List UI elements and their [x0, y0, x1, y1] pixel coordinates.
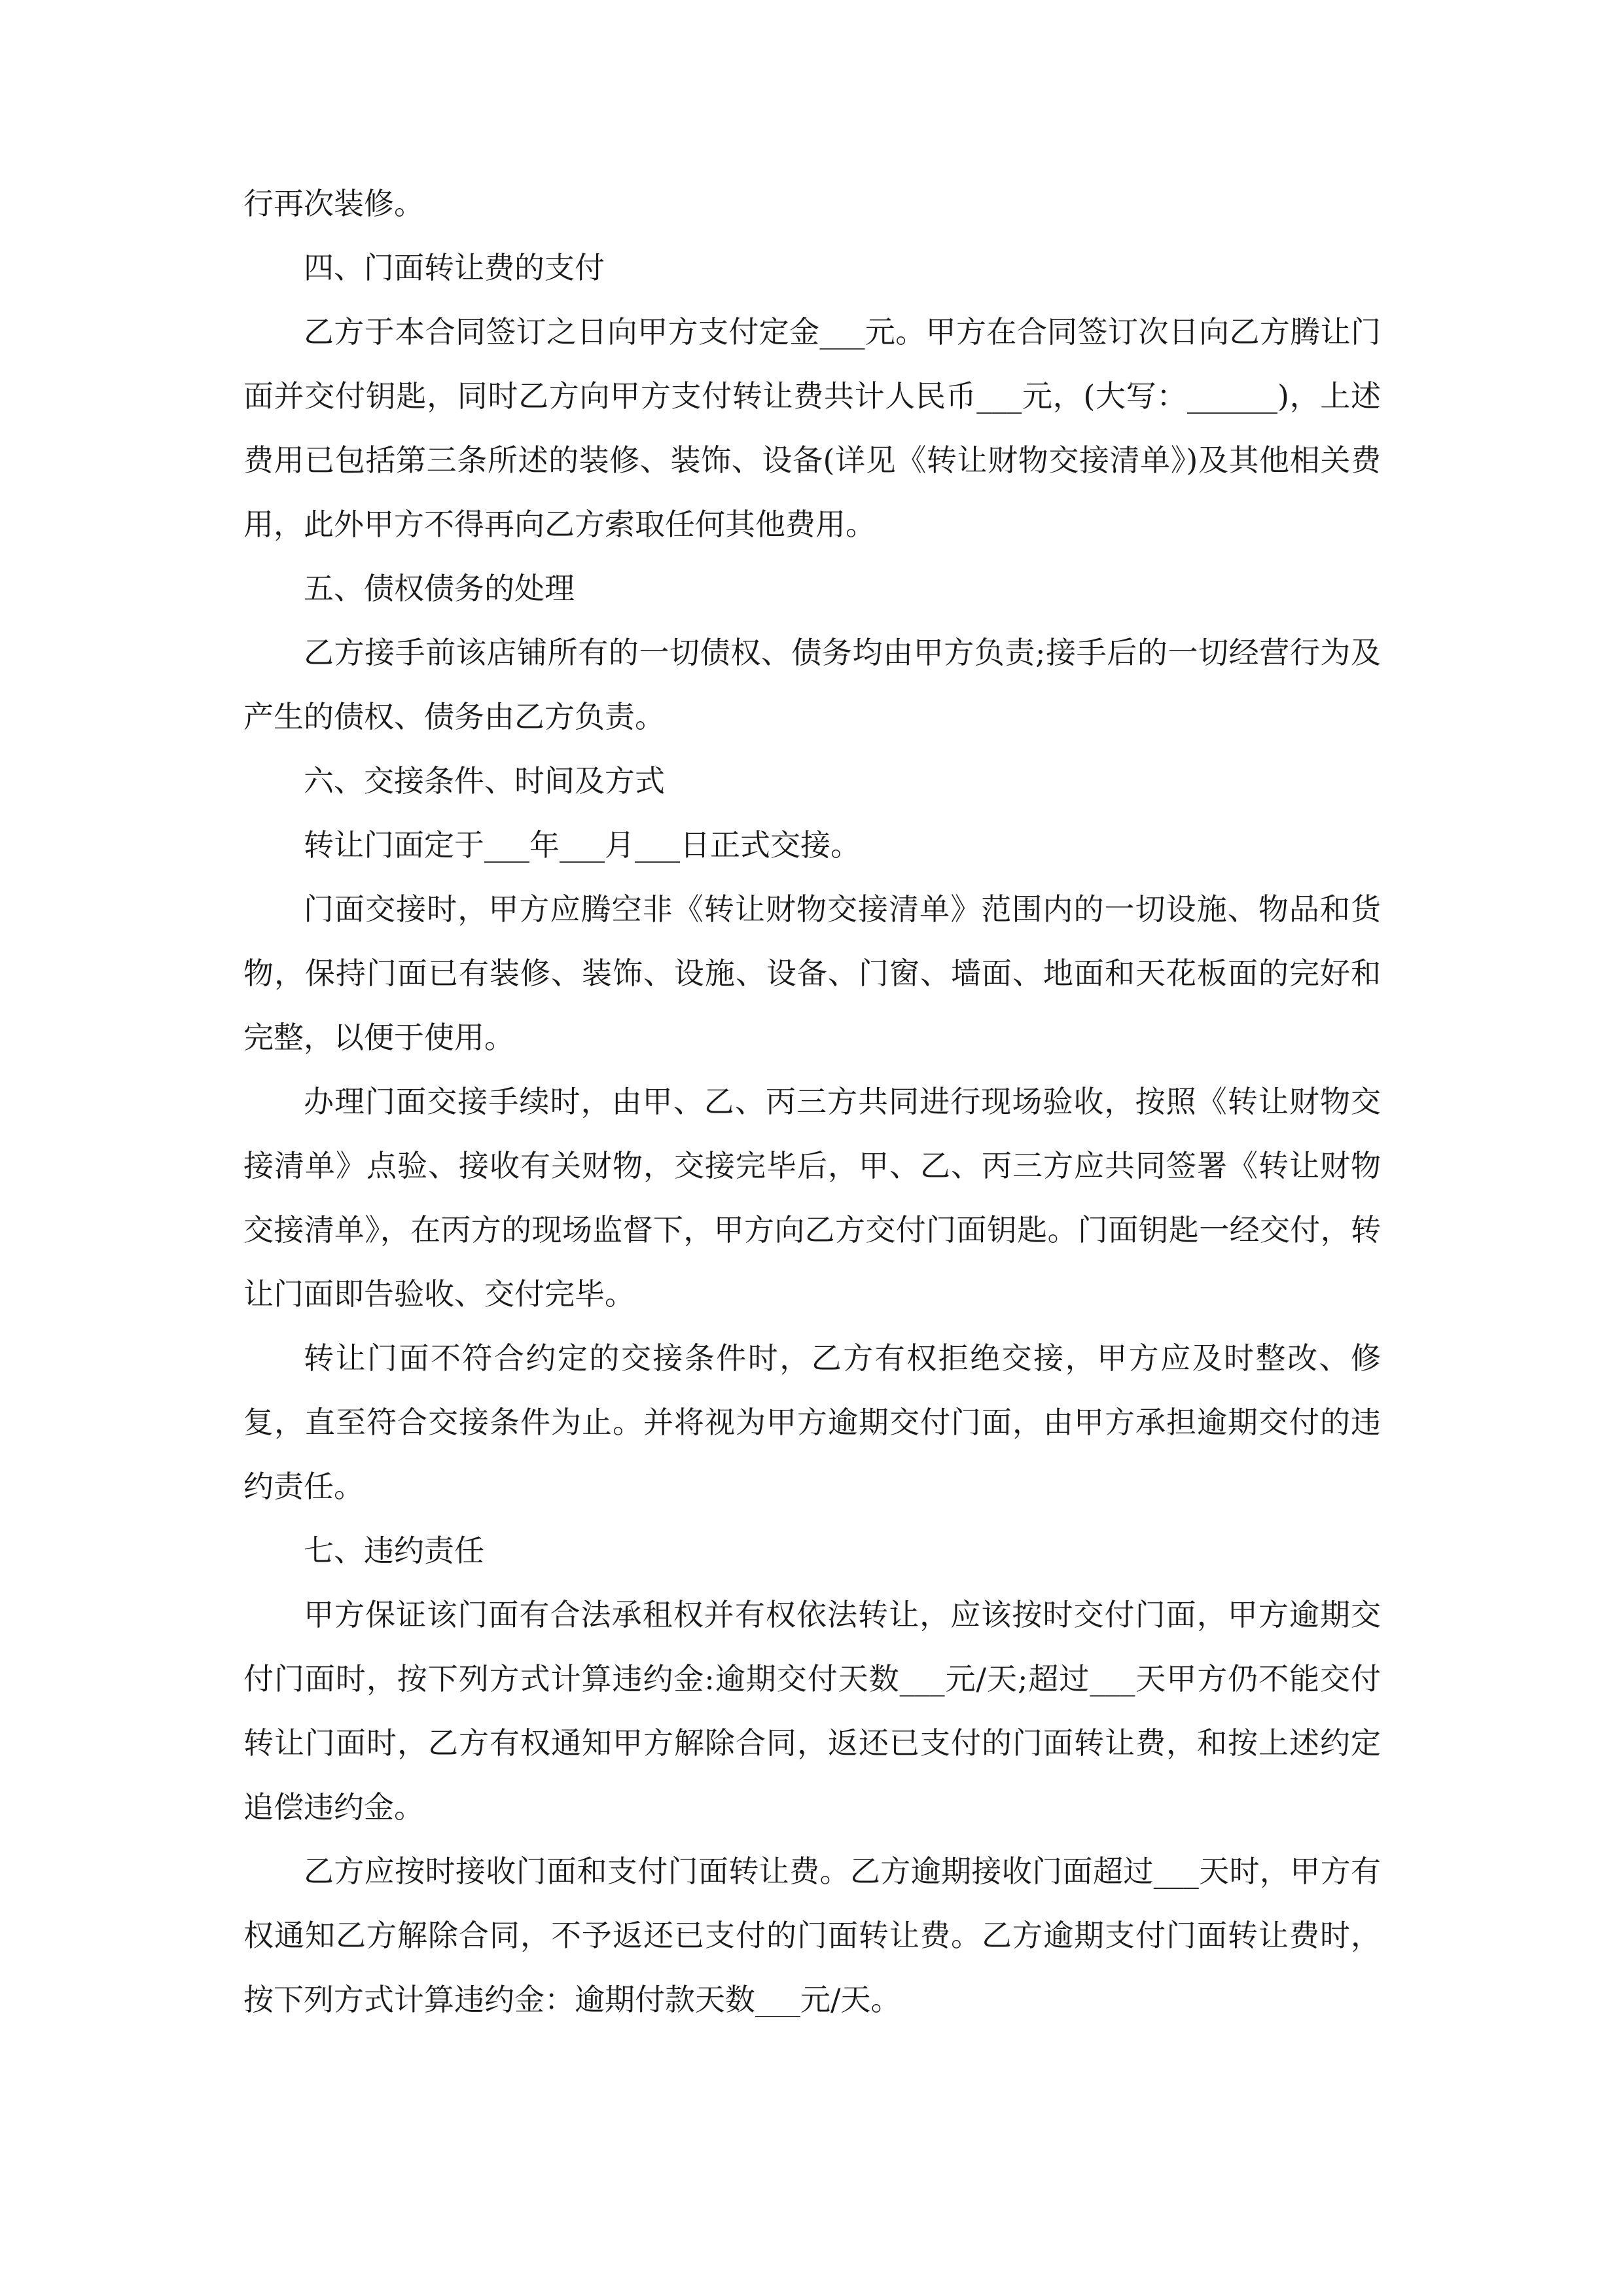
paragraph-handover-date: 转让门面定于___年___月___日正式交接。 — [304, 827, 861, 863]
paragraph-debts: 乙方接手前该店铺所有的一切债权、债务均由甲方负责;接手后的一切经营行为及产生的债权、债务由乙方负责。 — [243, 635, 1381, 734]
paragraph-handover-refusal: 转让门面不符合约定的交接条件时，乙方有权拒绝交接，甲方应及时整改、修复，直至符合交接条件为止。并将视为甲方逾期交付门面，由甲方承担逾期交付的违约责任。 — [243, 1340, 1381, 1504]
section-heading-7: 七、违约责任 — [304, 1533, 484, 1568]
paragraph-payment: 乙方于本合同签订之日向甲方支付定金___元。甲方在合同签订次日向乙方腾让门面并交付钥匙，同时乙方向甲方支付转让费共计人民币___元，(大写：______)，上述费用已包括第三条所述的装修、装饰、设备(详见《转让财物交接清单》)及其他相关费用，此外甲方不得再向乙方索取任何其他费用。 — [243, 314, 1381, 542]
section-heading-6: 六、交接条件、时间及方式 — [304, 763, 665, 798]
section-heading-4: 四、门面转让费的支付 — [304, 250, 605, 285]
paragraph-continuation: 行再次装修。 — [243, 186, 424, 221]
paragraph-party-a-breach: 甲方保证该门面有合法承租权并有权依法转让，应该按时交付门面，甲方逾期交付门面时，按下列方式计算违约金:逾期交付天数___元/天;超过___天甲方仍不能交付转让门面时，乙方有权通知甲方解除合同，返还已支付的门面转让费，和按上述约定追偿违约金。 — [243, 1597, 1381, 1825]
paragraph-handover-conditions: 门面交接时，甲方应腾空非《转让财物交接清单》范围内的一切设施、物品和货物，保持门面已有装修、装饰、设施、设备、门窗、墙面、地面和天花板面的完好和完整，以便于使用。 — [243, 891, 1381, 1055]
section-heading-5: 五、债权债务的处理 — [304, 571, 575, 606]
document-page — [243, 171, 1381, 2032]
paragraph-handover-procedure: 办理门面交接手续时，由甲、乙、丙三方共同进行现场验收，按照《转让财物交接清单》点验、接收有关财物，交接完毕后，甲、乙、丙三方应共同签署《转让财物交接清单》，在丙方的现场监督下，甲方向乙方交付门面钥匙。门面钥匙一经交付，转让门面即告验收、交付完毕。 — [243, 1084, 1381, 1312]
paragraph-party-b-breach: 乙方应按时接收门面和支付门面转让费。乙方逾期接收门面超过___天时，甲方有权通知乙方解除合同，不予返还已支付的门面转让费。乙方逾期支付门面转让费时，按下列方式计算违约金：逾期付款天数___元/天。 — [243, 1854, 1381, 2017]
